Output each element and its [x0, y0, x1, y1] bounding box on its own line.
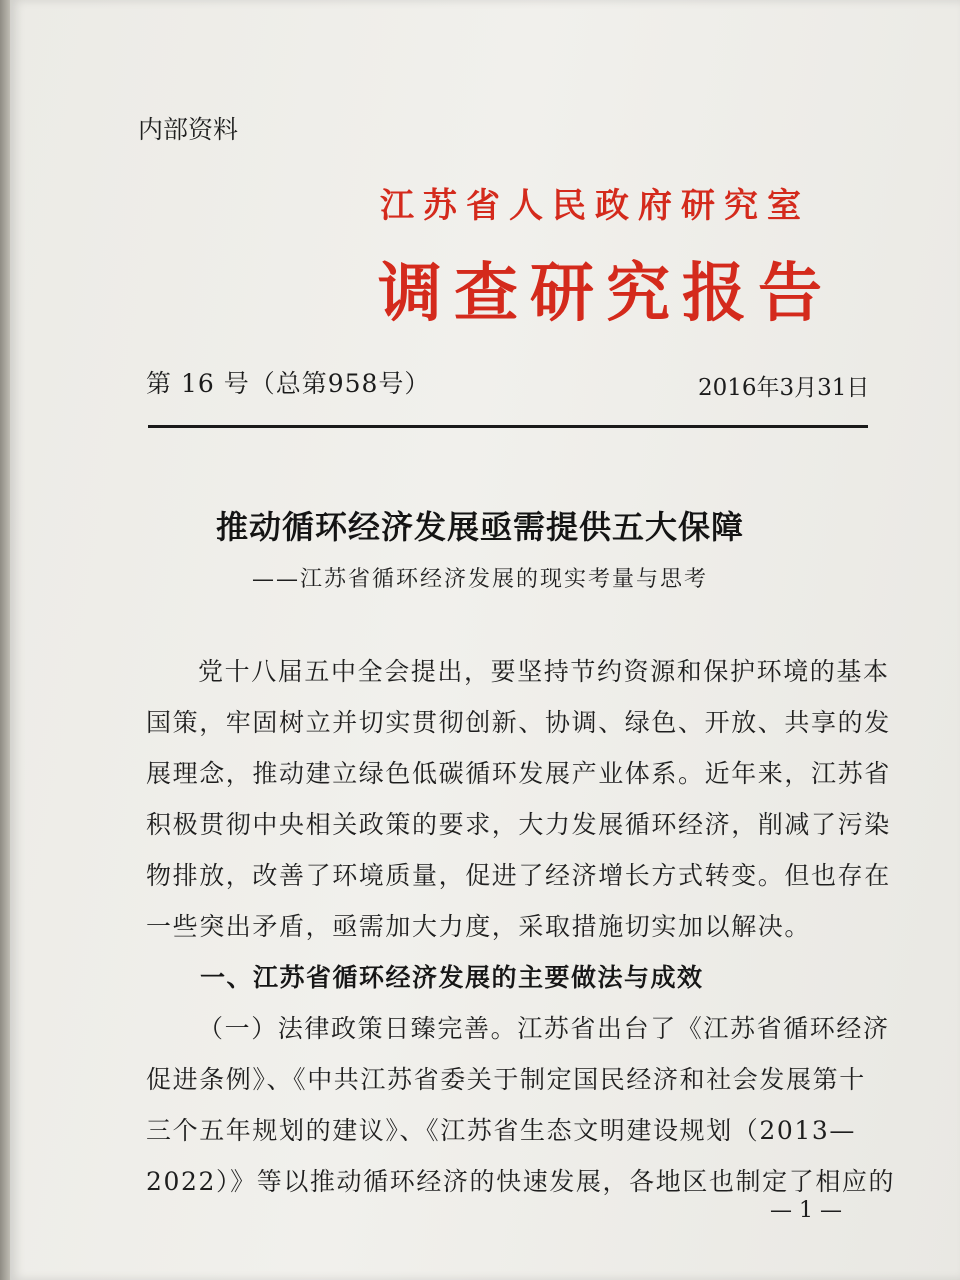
body-line: 展理念，推动建立绿色低碳循环发展产业体系。近年来，江苏省: [146, 759, 891, 788]
body-line: 物排放，改善了环境质量，促进了经济增长方式转变。但也存在: [146, 861, 891, 890]
body-line: 积极贯彻中央相关政策的要求，大力发展循环经济，削减了污染: [146, 810, 891, 839]
body-line: 2022）》等以推动循环经济的快速发展，各地区也制定了相应的: [146, 1167, 896, 1196]
article-subtitle: ——江苏省循环经济发展的现实考量与思考: [252, 567, 709, 592]
issue-number: 第 16 号（总第958号）: [146, 369, 431, 398]
body-line: 国策，牢固树立并切实贯彻创新、协调、绿色、开放、共享的发: [146, 708, 891, 737]
page-number: — 1 —: [770, 1198, 842, 1223]
body-line: 三个五年规划的建议》、《江苏省生态文明建设规划（2013—: [146, 1116, 857, 1145]
article-title: 推动循环经济发展亟需提供五大保障: [216, 508, 745, 546]
body-line: 一些突出矛盾，亟需加大力度，采取措施切实加以解决。: [146, 912, 812, 941]
body-line: 党十八届五中全会提出，要坚持节约资源和保护环境的基本: [198, 657, 890, 686]
body-line: 促进条例》、《中共江苏省委关于制定国民经济和社会发展第十: [146, 1065, 866, 1094]
body-line: （一）法律政策日臻完善。江苏省出台了《江苏省循环经济: [198, 1014, 890, 1043]
organization-name: 江苏省人民政府研究室: [380, 186, 810, 226]
section-heading: 一、江苏省循环经济发展的主要做法与成效: [200, 963, 704, 992]
issue-date: 2016年3月31日: [698, 375, 870, 401]
internal-document-label: 内部资料: [138, 115, 239, 144]
report-type-title: 调查研究报告: [378, 256, 834, 331]
header-divider: [148, 425, 868, 428]
